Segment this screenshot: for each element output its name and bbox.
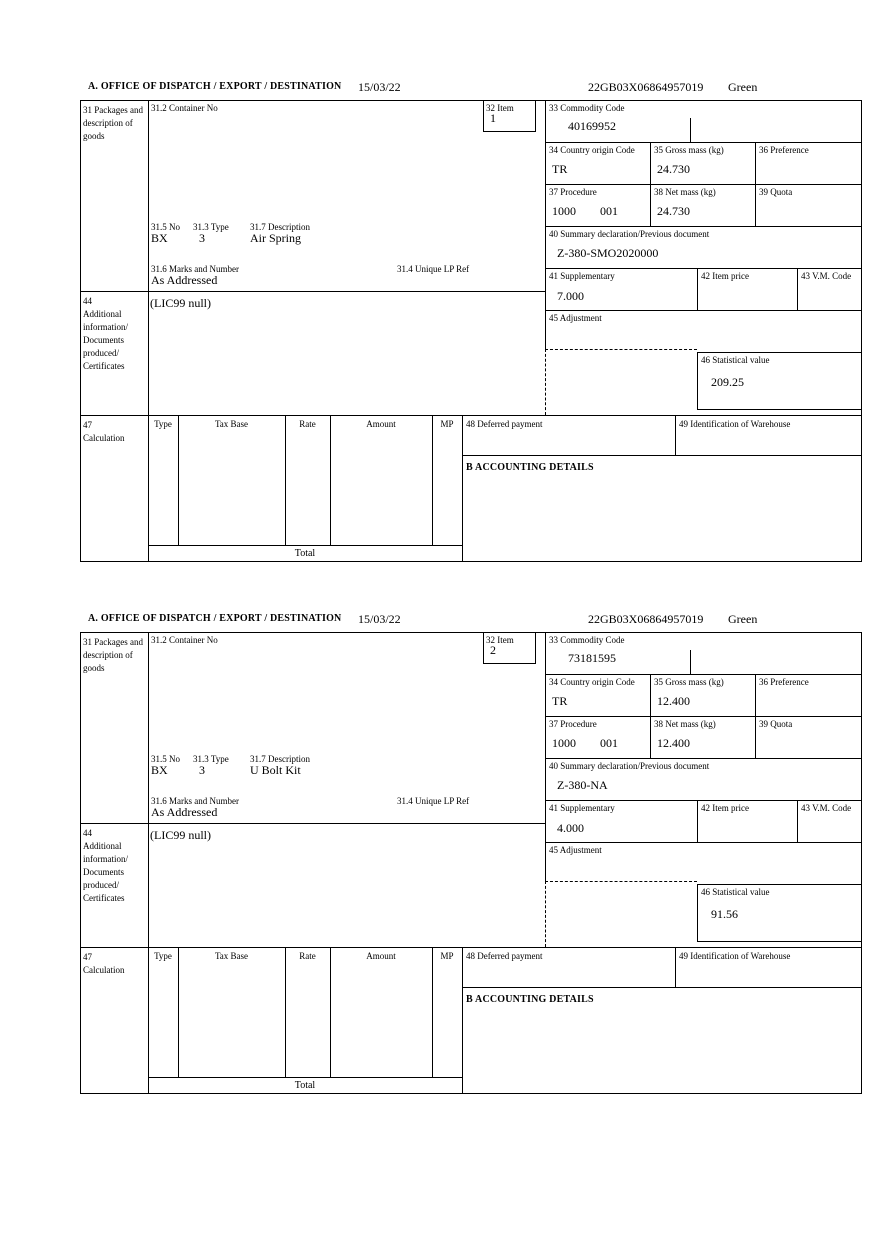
grid-line	[545, 842, 862, 843]
supplementary-value: 4.000	[557, 821, 584, 835]
box47-label	[83, 419, 143, 445]
form-outline	[80, 100, 862, 562]
total-label: Total	[294, 548, 316, 559]
supplementary-value: 7.000	[557, 289, 584, 303]
item-2-section	[80, 610, 863, 1100]
commodity-code-value: 73181595	[568, 651, 616, 665]
unique-lp-ref-label: 31.4 Unique LP Ref	[397, 796, 470, 806]
declaration-reference: 22GB03X06864957019	[588, 80, 704, 94]
packages-type-value: 3	[199, 231, 205, 245]
routing-status: Green	[728, 612, 758, 626]
box44-number: 44	[83, 296, 92, 306]
item-box-left-border	[483, 100, 484, 131]
total-row-line	[148, 545, 462, 546]
table-header-type: Type	[154, 951, 172, 961]
grid-line	[80, 947, 862, 948]
item-number-value: 1	[490, 111, 496, 125]
table-header-rate: Rate	[299, 419, 316, 429]
gross-mass-label: 35 Gross mass (kg)	[654, 677, 724, 687]
box44-text: Additional information/ Documents produced/ Certificates	[83, 841, 128, 903]
grid-line	[675, 415, 676, 455]
item-1-section	[80, 78, 863, 568]
packages-type-label: 31.3 Type	[193, 754, 229, 764]
item-box-bottom-border	[483, 131, 536, 132]
table-column-line	[178, 415, 179, 545]
supplementary-label: 41 Supplementary	[549, 271, 615, 281]
grid-line	[797, 800, 798, 842]
box47-number: 47	[83, 952, 92, 962]
statistical-value-label: 46 Statistical value	[701, 887, 770, 897]
table-header-rate: Rate	[299, 951, 316, 961]
item-box-left-border	[483, 632, 484, 663]
packages-no-value: BX	[151, 231, 168, 245]
marks-number-label: 31.6 Marks and Number	[151, 264, 239, 274]
previous-document-label: 40 Summary declaration/Previous document	[549, 229, 710, 239]
table-header-amount: Amount	[366, 419, 396, 429]
statistical-value-label: 46 Statistical value	[701, 355, 770, 365]
additional-info-value: (LIC99 null)	[150, 296, 211, 310]
previous-document-value: Z-380-SMO2020000	[557, 246, 659, 260]
net-mass-value: 12.400	[657, 736, 690, 750]
net-mass-label: 38 Net mass (kg)	[654, 719, 716, 729]
grid-line	[697, 268, 698, 310]
left-column-divider	[148, 632, 149, 1094]
office-of-dispatch-header: A. OFFICE OF DISPATCH / EXPORT / DESTINATION	[88, 81, 342, 92]
previous-document-value: Z-380-NA	[557, 778, 608, 792]
commodity-code-label: 33 Commodity Code	[549, 635, 625, 645]
statistical-value-value: 91.56	[711, 907, 738, 921]
box44-number: 44	[83, 828, 92, 838]
grid-line	[545, 142, 862, 143]
net-mass-value: 24.730	[657, 204, 690, 218]
item-label: 32 Item	[486, 103, 514, 113]
box31-label: 31 Packages and description of goods	[83, 105, 143, 141]
table-column-line	[330, 415, 331, 545]
deferred-payment-label: 48 Deferred payment	[466, 951, 543, 961]
goods-description-value: U Bolt Kit	[250, 763, 301, 777]
packages-type-label: 31.3 Type	[193, 222, 229, 232]
grid-line	[797, 268, 798, 310]
declaration-date: 15/03/22	[358, 612, 401, 626]
form-outline	[80, 632, 862, 1094]
gross-mass-value: 24.730	[657, 162, 690, 176]
quota-label: 39 Quota	[759, 719, 793, 729]
table-header-amount: Amount	[366, 951, 396, 961]
packages-no-label: 31.5 No	[151, 754, 180, 764]
table-column-line	[330, 947, 331, 1077]
table-header-tax-base: Tax Base	[214, 951, 249, 961]
grid-line	[545, 268, 862, 269]
grid-line	[545, 184, 862, 185]
adjustment-label: 45 Adjustment	[549, 845, 602, 855]
country-origin-value: TR	[552, 162, 568, 176]
item-price-label: 42 Item price	[701, 271, 749, 281]
table-column-line	[285, 415, 286, 545]
description-label: 31.7 Description	[250, 754, 310, 764]
grid-line	[545, 226, 862, 227]
unique-lp-ref-label: 31.4 Unique LP Ref	[397, 264, 470, 274]
grid-line	[545, 716, 862, 717]
table-header-mp: MP	[440, 951, 454, 961]
grid-line	[697, 800, 698, 842]
total-row-line	[148, 1077, 462, 1078]
dashed-divider	[545, 349, 697, 350]
total-label: Total	[294, 1080, 316, 1091]
table-column-line	[432, 415, 433, 545]
grid-line	[462, 947, 463, 1094]
box44-label	[83, 827, 143, 905]
procedure-value-1: 1000	[552, 736, 576, 750]
item-label: 32 Item	[486, 635, 514, 645]
right-section-divider	[545, 100, 546, 349]
packages-type-value: 3	[199, 763, 205, 777]
box47-text: Calculation	[83, 433, 125, 443]
deferred-payment-label: 48 Deferred payment	[466, 419, 543, 429]
grid-line	[462, 987, 862, 988]
vm-code-label: 43 V.M. Code	[801, 803, 852, 813]
accounting-details-header: B ACCOUNTING DETAILS	[466, 994, 594, 1005]
procedure-value-2: 001	[600, 736, 618, 750]
grid-line	[545, 310, 862, 311]
packages-no-label: 31.5 No	[151, 222, 180, 232]
procedure-label: 37 Procedure	[549, 187, 597, 197]
grid-line	[462, 455, 862, 456]
item-box-right-border	[535, 100, 536, 131]
box47-text: Calculation	[83, 965, 125, 975]
supplementary-label: 41 Supplementary	[549, 803, 615, 813]
procedure-value-2: 001	[600, 204, 618, 218]
grid-line	[545, 800, 862, 801]
accounting-details-header: B ACCOUNTING DETAILS	[466, 462, 594, 473]
table-column-line	[285, 947, 286, 1077]
country-origin-value: TR	[552, 694, 568, 708]
dashed-divider	[545, 881, 546, 947]
container-no-label: 31.2 Container No	[151, 635, 218, 645]
box44-label	[83, 295, 143, 373]
grid-line	[80, 291, 545, 292]
container-no-label: 31.2 Container No	[151, 103, 218, 113]
item-number-value: 2	[490, 643, 496, 657]
table-column-line	[178, 947, 179, 1077]
box31-label: 31 Packages and description of goods	[83, 637, 143, 673]
commodity-code-separator	[690, 118, 691, 142]
marks-value: As Addressed	[151, 805, 218, 819]
grid-line	[545, 758, 862, 759]
warehouse-id-label: 49 Identification of Warehouse	[679, 951, 791, 961]
commodity-code-separator	[690, 650, 691, 674]
procedure-label: 37 Procedure	[549, 719, 597, 729]
table-column-line	[432, 947, 433, 1077]
grid-line	[80, 823, 545, 824]
description-label: 31.7 Description	[250, 222, 310, 232]
table-header-mp: MP	[440, 419, 454, 429]
grid-line	[545, 674, 862, 675]
item-box-right-border	[535, 632, 536, 663]
statistical-value-value: 209.25	[711, 375, 744, 389]
office-of-dispatch-header: A. OFFICE OF DISPATCH / EXPORT / DESTINATION	[88, 613, 342, 624]
box47-label	[83, 951, 143, 977]
adjustment-label: 45 Adjustment	[549, 313, 602, 323]
declaration-date: 15/03/22	[358, 80, 401, 94]
grid-line	[675, 947, 676, 987]
box44-text: Additional information/ Documents produced/ Certificates	[83, 309, 128, 371]
dashed-divider	[545, 349, 546, 415]
box47-number: 47	[83, 420, 92, 430]
table-header-tax-base: Tax Base	[214, 419, 249, 429]
table-header-type: Type	[154, 419, 172, 429]
additional-info-value: (LIC99 null)	[150, 828, 211, 842]
item-box-bottom-border	[483, 663, 536, 664]
marks-value: As Addressed	[151, 273, 218, 287]
quota-label: 39 Quota	[759, 187, 793, 197]
item-price-label: 42 Item price	[701, 803, 749, 813]
warehouse-id-label: 49 Identification of Warehouse	[679, 419, 791, 429]
gross-mass-label: 35 Gross mass (kg)	[654, 145, 724, 155]
preference-label: 36 Preference	[759, 677, 809, 687]
grid-line	[80, 415, 862, 416]
procedure-value-1: 1000	[552, 204, 576, 218]
left-column-divider	[148, 100, 149, 562]
country-origin-label: 34 Country origin Code	[549, 145, 635, 155]
marks-number-label: 31.6 Marks and Number	[151, 796, 239, 806]
vm-code-label: 43 V.M. Code	[801, 271, 852, 281]
dashed-divider	[545, 881, 697, 882]
commodity-code-value: 40169952	[568, 119, 616, 133]
gross-mass-value: 12.400	[657, 694, 690, 708]
preference-label: 36 Preference	[759, 145, 809, 155]
goods-description-value: Air Spring	[250, 231, 301, 245]
right-section-divider	[545, 632, 546, 881]
net-mass-label: 38 Net mass (kg)	[654, 187, 716, 197]
country-origin-label: 34 Country origin Code	[549, 677, 635, 687]
commodity-code-label: 33 Commodity Code	[549, 103, 625, 113]
declaration-reference: 22GB03X06864957019	[588, 612, 704, 626]
previous-document-label: 40 Summary declaration/Previous document	[549, 761, 710, 771]
routing-status: Green	[728, 80, 758, 94]
grid-line	[462, 415, 463, 562]
packages-no-value: BX	[151, 763, 168, 777]
